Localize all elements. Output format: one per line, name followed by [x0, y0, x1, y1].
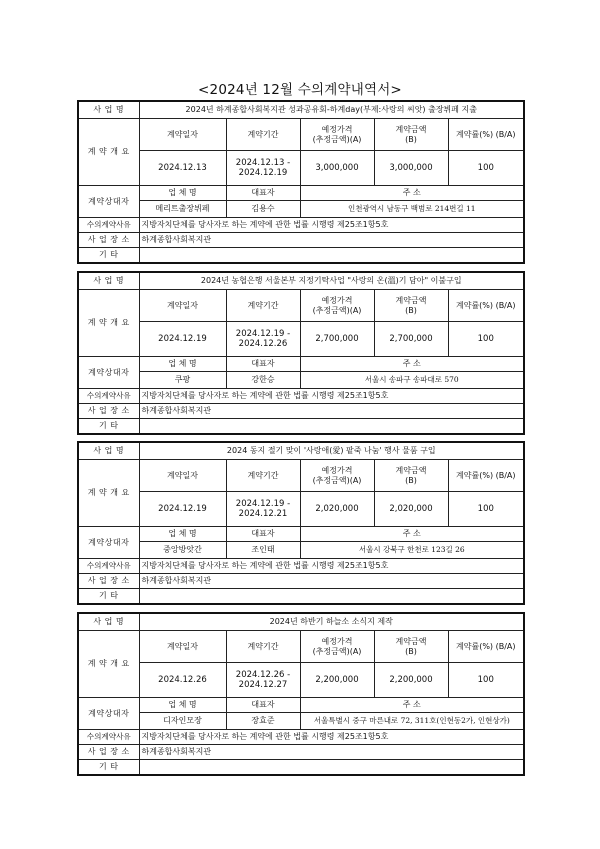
amount-value: 2,700,000	[374, 322, 448, 357]
counterparty-label: 계약상대자	[78, 527, 139, 559]
reason-label: 수의계약사유	[78, 389, 139, 404]
period-header: 계약기간	[226, 460, 300, 492]
etc-label: 기 타	[78, 248, 139, 264]
location-label: 사 업 장 소	[78, 404, 139, 419]
etc-value	[139, 419, 524, 435]
rate-header: 계약률(%) (B/A)	[448, 119, 524, 151]
estimate-header: 예정가격 (추정금액)(A)	[300, 460, 374, 492]
project-name: 2024년 하반기 하늘소 소식지 제작	[139, 613, 524, 631]
etc-label: 기 타	[78, 760, 139, 776]
address-value: 서울특별시 중구 마른내로 72, 311호(인현동2가, 인현상가)	[300, 713, 524, 730]
overview-label: 계 약 개 요	[78, 631, 139, 698]
address-header: 주 소	[300, 698, 524, 713]
representative-header: 대표자	[226, 527, 300, 542]
amount-header: 계약금액 (B)	[374, 631, 448, 663]
etc-label: 기 타	[78, 419, 139, 435]
etc-value	[139, 248, 524, 264]
location-value: 하계종합사회복지관	[139, 745, 524, 760]
company-header: 업 체 명	[139, 698, 226, 713]
contract-table	[77, 100, 525, 264]
rate-value: 100	[448, 663, 524, 698]
representative-value: 김용수	[226, 201, 300, 218]
etc-value	[139, 760, 524, 776]
period-value: 2024.12.13 - 2024.12.19	[226, 151, 300, 186]
location-label: 사 업 장 소	[78, 574, 139, 589]
address-header: 주 소	[300, 527, 524, 542]
rate-value: 100	[448, 492, 524, 527]
project-label: 사 업 명	[78, 272, 139, 290]
representative-value: 조인태	[226, 542, 300, 559]
location-value: 하계종합사회복지관	[139, 233, 524, 248]
representative-header: 대표자	[226, 186, 300, 201]
amount-value: 2,200,000	[374, 663, 448, 698]
contract-table	[77, 612, 525, 776]
project-label: 사 업 명	[78, 101, 139, 119]
reason-value: 지방자치단체를 당사자로 하는 계약에 관한 법률 시행령 제25조1항5호	[139, 559, 524, 574]
amount-header: 계약금액 (B)	[374, 119, 448, 151]
representative-value: 장효준	[226, 713, 300, 730]
estimate-header: 예정가격 (추정금액)(A)	[300, 119, 374, 151]
address-value: 서울시 강북구 한천로 123길 26	[300, 542, 524, 559]
company-header: 업 체 명	[139, 357, 226, 372]
project-name: 2024년 하계종합사회복지관 성과공유회-하계day(부제:사랑의 씨앗) 출장뷔페 지출	[139, 101, 524, 119]
counterparty-label: 계약상대자	[78, 357, 139, 389]
contract-date-value: 2024.12.26	[139, 663, 226, 698]
representative-value: 강한승	[226, 372, 300, 389]
location-value: 하계종합사회복지관	[139, 574, 524, 589]
address-value: 서울시 송파구 송파대로 570	[300, 372, 524, 389]
estimate-value: 2,200,000	[300, 663, 374, 698]
estimate-value: 2,020,000	[300, 492, 374, 527]
period-header: 계약기간	[226, 290, 300, 322]
company-value: 메리트출장뷔페	[139, 201, 226, 218]
address-header: 주 소	[300, 186, 524, 201]
estimate-value: 3,000,000	[300, 151, 374, 186]
counterparty-label: 계약상대자	[78, 186, 139, 218]
etc-label: 기 타	[78, 589, 139, 605]
counterparty-label: 계약상대자	[78, 698, 139, 730]
period-value: 2024.12.19 - 2024.12.21	[226, 492, 300, 527]
contract-table	[77, 271, 525, 435]
company-header: 업 체 명	[139, 527, 226, 542]
project-label: 사 업 명	[78, 613, 139, 631]
company-value: 중앙방앗간	[139, 542, 226, 559]
rate-header: 계약률(%) (B/A)	[448, 631, 524, 663]
overview-label: 계 약 개 요	[78, 119, 139, 186]
project-name: 2024년 농협은행 서울본부 지정기탁사업 "사랑의 온(溫)기 담아" 이불구입	[139, 272, 524, 290]
overview-label: 계 약 개 요	[78, 460, 139, 527]
overview-label: 계 약 개 요	[78, 290, 139, 357]
company-value: 디자인모장	[139, 713, 226, 730]
rate-header: 계약률(%) (B/A)	[448, 290, 524, 322]
contract-date-header: 계약일자	[139, 460, 226, 492]
period-header: 계약기간	[226, 119, 300, 151]
amount-header: 계약금액 (B)	[374, 290, 448, 322]
rate-value: 100	[448, 151, 524, 186]
reason-label: 수의계약사유	[78, 730, 139, 745]
period-value: 2024.12.26 - 2024.12.27	[226, 663, 300, 698]
estimate-header: 예정가격 (추정금액)(A)	[300, 290, 374, 322]
project-name: 2024 동지 절기 맞이 '사랑애(愛) 팥죽 나눔' 행사 물품 구입	[139, 442, 524, 460]
location-value: 하계종합사회복지관	[139, 404, 524, 419]
reason-value: 지방자치단체를 당사자로 하는 계약에 관한 법률 시행령 제25조1항5호	[139, 389, 524, 404]
contract-date-header: 계약일자	[139, 290, 226, 322]
amount-header: 계약금액 (B)	[374, 460, 448, 492]
location-label: 사 업 장 소	[78, 745, 139, 760]
reason-value: 지방자치단체를 당사자로 하는 계약에 관한 법률 시행령 제25조1항5호	[139, 730, 524, 745]
address-header: 주 소	[300, 357, 524, 372]
contract-date-header: 계약일자	[139, 631, 226, 663]
contract-date-value: 2024.12.13	[139, 151, 226, 186]
period-value: 2024.12.19 - 2024.12.26	[226, 322, 300, 357]
reason-label: 수의계약사유	[78, 218, 139, 233]
contract-table	[77, 441, 525, 605]
period-header: 계약기간	[226, 631, 300, 663]
contract-date-value: 2024.12.19	[139, 492, 226, 527]
estimate-header: 예정가격 (추정금액)(A)	[300, 631, 374, 663]
company-header: 업 체 명	[139, 186, 226, 201]
amount-value: 2,020,000	[374, 492, 448, 527]
representative-header: 대표자	[226, 357, 300, 372]
contract-date-value: 2024.12.19	[139, 322, 226, 357]
estimate-value: 2,700,000	[300, 322, 374, 357]
etc-value	[139, 589, 524, 605]
location-label: 사 업 장 소	[78, 233, 139, 248]
rate-header: 계약률(%) (B/A)	[448, 460, 524, 492]
reason-label: 수의계약사유	[78, 559, 139, 574]
address-value: 인천광역시 남동구 백범로 214번길 11	[300, 201, 524, 218]
reason-value: 지방자치단체를 당사자로 하는 계약에 관한 법률 시행령 제25조1항5호	[139, 218, 524, 233]
contract-date-header: 계약일자	[139, 119, 226, 151]
representative-header: 대표자	[226, 698, 300, 713]
rate-value: 100	[448, 322, 524, 357]
project-label: 사 업 명	[78, 442, 139, 460]
page-title: <2024년 12월 수의계약내역서>	[198, 82, 402, 98]
amount-value: 3,000,000	[374, 151, 448, 186]
company-value: 쿠팡	[139, 372, 226, 389]
